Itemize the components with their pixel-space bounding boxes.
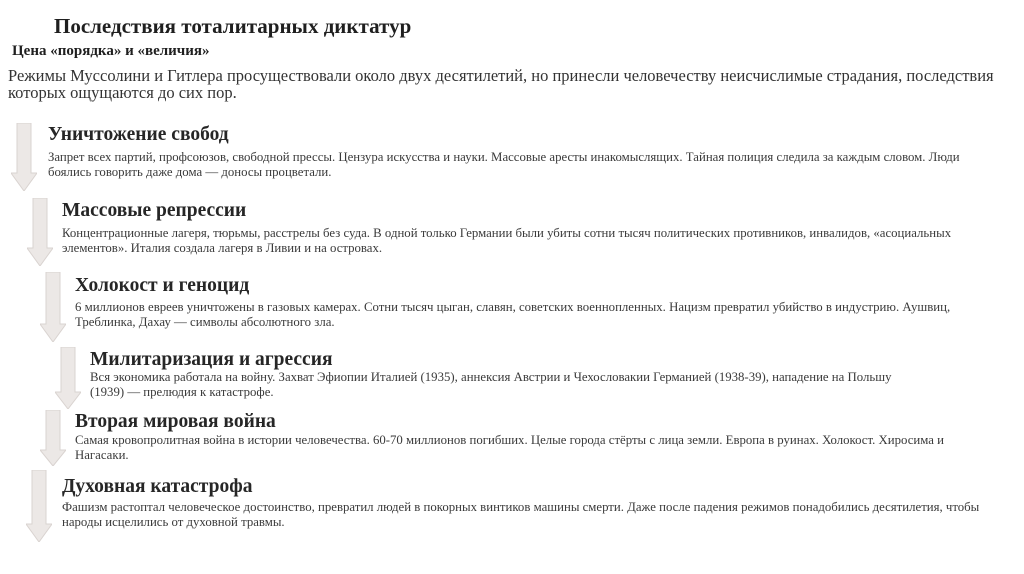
down-arrow-icon [40,410,66,466]
item-text-militarization: Вся экономика работала на войну. Захват Эфиопии Италией (1935), аннексия Австрии и Чехословакии Германией (1938-39), нападение на Польшу (1939) — прелюдия к катастрофе. [90,370,892,399]
item-title-world-war: Вторая мировая война [75,411,276,432]
down-arrow-icon [40,272,66,342]
item-title-repressions: Массовые репрессии [62,200,247,221]
item-title-spiritual: Духовная катастрофа [62,476,253,497]
item-title-freedoms: Уничтожение свобод [48,124,229,145]
down-arrow-icon [11,123,37,191]
item-text-repressions: Концентрационные лагеря, тюрьмы, расстрелы без суда. В одной только Германии были убиты сотни тысяч политических противников, инвалидов, «асоциальных элементов». Италия создала лагеря в Ливии и на островах. [62,226,952,255]
intro-paragraph: Режимы Муссолини и Гитлера просуществовали около двух десятилетий, но принесли человечеству неисчислимые страдания, последствия которых ощущаются до сих пор. [8,66,994,102]
item-title-holocaust: Холокост и геноцид [75,275,250,296]
down-arrow-icon [27,198,53,266]
down-arrow-icon [26,470,52,542]
slide-title: Последствия тоталитарных диктатур [54,14,412,38]
item-title-militarization: Милитаризация и агрессия [90,349,333,370]
item-text-world-war: Самая кровопролитная война в истории человечества. 60-70 миллионов погибших. Целые города стёрты с лица земли. Европа в руинах. Холокост. Хиросима и Нагасаки. [75,433,944,462]
item-text-freedoms: Запрет всех партий, профсоюзов, свободной прессы. Цензура искусства и науки. Массовые аресты инакомыслящих. Тайная полиция следила за каждым словом. Люди боялись говорить даже дома — доносы процветали. [48,150,960,179]
slide-subtitle: Цена «порядка» и «величия» [12,43,210,59]
item-text-holocaust: 6 миллионов евреев уничтожены в газовых камерах. Сотни тысяч цыган, славян, советских военнопленных. Нацизм превратил убийство в индустрию. Аушвиц, Треблинка, Дахау — символы абсолютного зла. [75,300,951,329]
item-text-spiritual: Фашизм растоптал человеческое достоинство, превратил людей в покорных винтиков машины смерти. Даже после падения режимов понадобились десятилетия, чтобы народы исцелились от духовной травмы. [62,500,980,529]
down-arrow-icon [55,347,81,409]
